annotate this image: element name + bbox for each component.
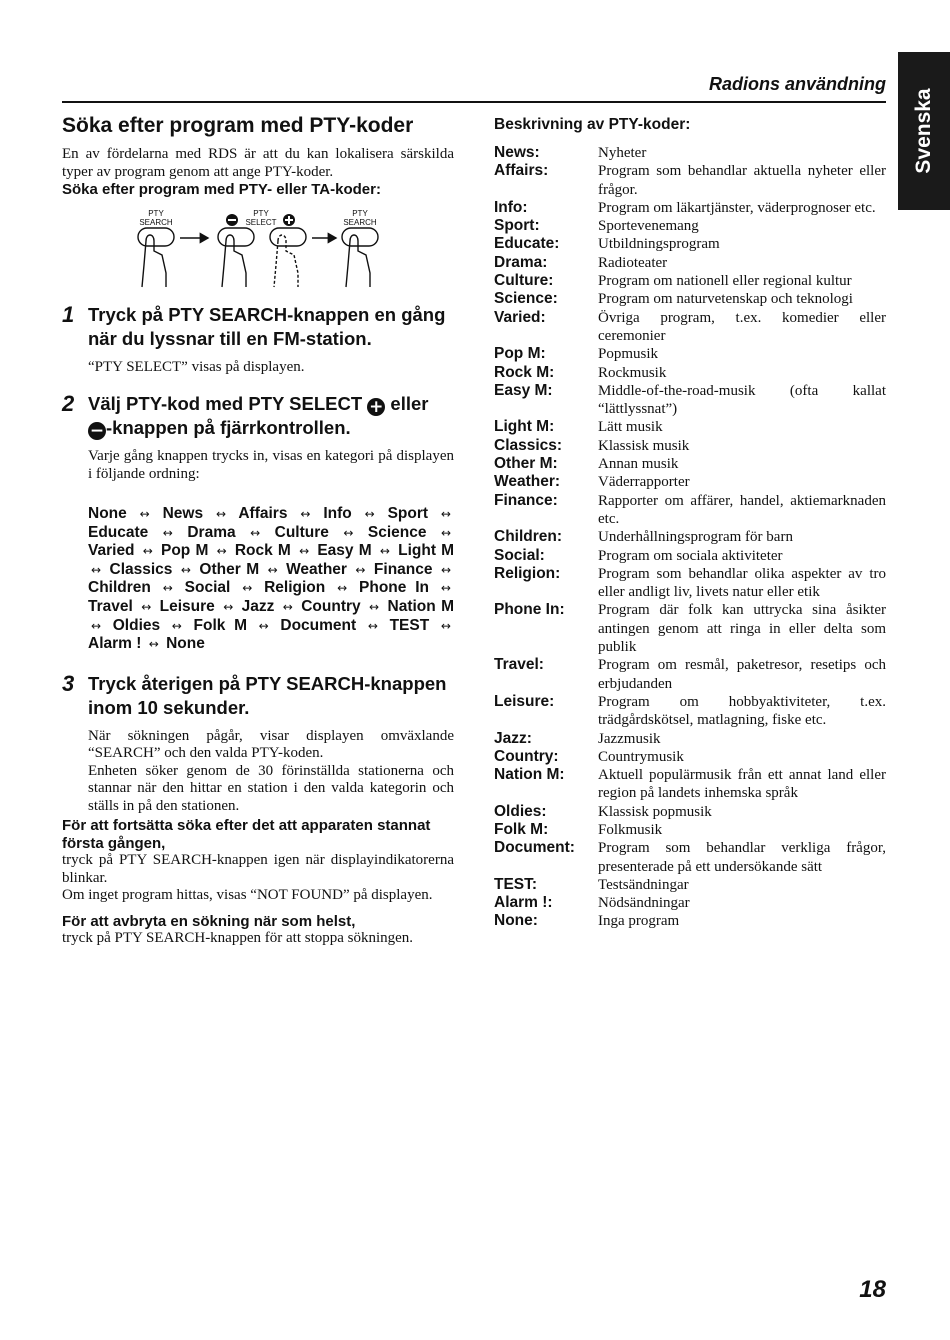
pty-code-name: News:: [494, 144, 540, 161]
pty-code-name: Varied:: [494, 308, 546, 326]
pty-code-row: [494, 364, 886, 382]
sequence-item: Rock M: [234, 542, 291, 560]
pty-code-description: Klassisk popmusik: [598, 803, 712, 820]
sequence-item: Drama: [187, 523, 236, 541]
pty-code-name: Finance:: [494, 491, 558, 509]
language-tab: [898, 52, 950, 210]
pty-code-description: Nyheter: [598, 145, 647, 161]
pty-code-description: Övriga program, t.ex. komedier eller ceremonier: [598, 309, 886, 344]
sequence-item: Travel: [88, 597, 133, 615]
pty-code-name: Religion:: [494, 564, 561, 582]
step-title-part: eller: [385, 393, 429, 414]
sequence-item: Jazz: [241, 597, 275, 615]
pty-code-description: Rockmusik: [598, 364, 667, 381]
page-title: Söka efter program med PTY-koder: [62, 114, 414, 137]
continue-heading: För att fortsätta söka efter det att apparaten stannat första gången,: [62, 817, 431, 852]
diagram-label-select: SELECT: [245, 217, 277, 227]
left-column: [62, 114, 454, 948]
left-right-arrow-icon: ↔: [258, 618, 269, 633]
sequence-item: Weather: [286, 560, 347, 578]
pty-code-row: [494, 693, 886, 730]
sequence-item: Alarm !: [88, 635, 142, 653]
left-right-arrow-icon: ↔: [300, 507, 311, 521]
intro-text: En av fördelarna med RDS är att du kan lokalisera särskilda typer av program genom att ange PTY-koder.: [62, 146, 454, 180]
step-body: När sökningen pågår, visar displayen omväxlande “SEARCH” och den valda PTY-koden.: [88, 727, 454, 762]
left-right-arrow-icon: ↔: [299, 544, 310, 559]
cancel-text: tryck på PTY SEARCH-knappen för att stoppa sökningen.: [62, 930, 414, 947]
pty-code-description: Middle-of-the-road-musik (ofta kallat “lättlyssnat”): [598, 382, 886, 418]
diagram-label-search-3: SEARCH: [343, 217, 377, 227]
left-right-arrow-icon: ↔: [171, 618, 182, 633]
step-title: Tryck återigen på PTY SEARCH-knappen inom 10 sekunder.: [88, 672, 447, 718]
sequence-item: Country: [301, 597, 361, 615]
pty-code-name: Science:: [494, 290, 558, 308]
left-right-arrow-icon: ↔: [369, 599, 380, 614]
language-label: Svenska: [912, 88, 935, 174]
pty-code-description: Program som behandlar aktuella nyheter eller frågor.: [598, 163, 886, 198]
pty-code-description: Program om sociala aktiviteter: [598, 547, 783, 564]
finger-press-icon: [346, 235, 370, 287]
sequence-item: Info: [323, 505, 352, 522]
pty-code-name: Children:: [494, 528, 563, 546]
minus-circle-icon: −: [89, 421, 105, 441]
sequence-item: Other M: [199, 560, 260, 578]
pty-code-row: [494, 309, 886, 346]
pty-code-name: Document:: [494, 839, 575, 857]
pty-code-name: Rock M:: [494, 363, 555, 381]
pty-code-row: [494, 162, 886, 199]
left-right-arrow-icon: ↔: [440, 618, 451, 633]
pty-code-row: [494, 144, 886, 162]
diagram-label-search-1: SEARCH: [139, 217, 173, 227]
left-right-arrow-icon: ↔: [242, 581, 253, 596]
pty-code-name: TEST:: [494, 875, 538, 893]
finger-press-icon: [274, 235, 298, 287]
pty-code-name: Light M:: [494, 418, 555, 436]
sequence-item: Folk M: [193, 616, 247, 634]
sequence-item: Pop M: [161, 542, 209, 560]
sequence-item: Children: [88, 579, 151, 597]
sequence-item: None: [88, 505, 127, 522]
left-right-arrow-icon: ↔: [91, 618, 102, 633]
left-right-arrow-icon: ↔: [379, 544, 390, 559]
pty-code-name: Easy M:: [494, 381, 553, 399]
left-right-arrow-icon: ↔: [148, 637, 159, 652]
step-title: [88, 392, 454, 440]
plus-circle-icon: [283, 214, 295, 226]
pty-code-row: [494, 803, 886, 821]
pty-code-description: Annan musik: [598, 456, 679, 473]
left-right-arrow-icon: ↔: [216, 544, 227, 559]
pty-code-name: Classics:: [494, 436, 563, 454]
sequence-item: Phone In: [359, 579, 430, 597]
continue-text: Om inget program hittas, visas “NOT FOUND” på displayen.: [62, 887, 433, 904]
pty-code-name: Jazz:: [494, 729, 532, 747]
pty-code-name: Folk M:: [494, 820, 549, 838]
sequence-item: None: [166, 635, 205, 653]
pty-code-description: Countrymusik: [598, 748, 684, 765]
pty-code-row: [494, 254, 886, 272]
pty-code-description: Program om naturvetenskap och teknologi: [598, 291, 853, 308]
pty-sequence: [88, 505, 454, 654]
left-right-arrow-icon: ↔: [441, 525, 452, 540]
left-right-arrow-icon: ↔: [282, 599, 293, 614]
pty-code-description: Program som behandlar verkliga frågor, presenterade på ett undersökande sätt: [598, 840, 886, 875]
header-divider: [62, 101, 886, 103]
pty-code-description: Aktuell populärmusik från ett annat land eller region på landets inhemska språk: [598, 767, 886, 802]
pty-code-row: [494, 473, 886, 491]
pty-code-name: Phone In:: [494, 601, 565, 619]
pty-code-row: [494, 418, 886, 436]
pty-code-row: [494, 748, 886, 766]
pty-code-description: Klassisk musik: [598, 437, 690, 454]
plus-circle-icon: +: [369, 397, 384, 417]
pty-code-row: [494, 290, 886, 308]
left-right-arrow-icon: ↔: [355, 562, 366, 577]
pty-code-name: Social:: [494, 546, 545, 564]
pty-code-row: [494, 272, 886, 290]
pty-code-row: [494, 656, 886, 693]
pty-code-description: Testsändningar: [598, 876, 689, 893]
pty-code-description: Program där folk kan uttrycka sina åsikter antingen genom att ringa in eller delta som publik: [598, 602, 886, 656]
step-2: [62, 392, 454, 483]
pty-code-name: Culture:: [494, 272, 554, 290]
step-title-part: Välj PTY-kod med PTY SELECT: [88, 393, 368, 414]
finger-press-icon: [142, 235, 166, 287]
sequence-item: Culture: [274, 523, 329, 541]
pty-code-name: Travel:: [494, 656, 544, 674]
left-right-arrow-icon: ↔: [267, 562, 278, 577]
step-body: Varje gång knappen trycks in, visas en kategori på displayen i följande ordning:: [88, 448, 454, 482]
left-right-arrow-icon: ↔: [440, 507, 451, 521]
pty-code-name: Nation M:: [494, 766, 565, 784]
pty-code-name: Other M:: [494, 455, 558, 473]
pty-code-name: None:: [494, 912, 538, 930]
pty-search-button: [138, 228, 174, 246]
diagram-label-pty-3: PTY: [352, 208, 368, 218]
pty-code-row: [494, 199, 886, 217]
step-title: Tryck på PTY SEARCH-knappen en gång när du lyssnar till en FM-station.: [88, 303, 446, 349]
pty-code-description: Program om läkartjänster, väderprognoser etc.: [598, 199, 876, 216]
pty-code-list: [494, 144, 886, 931]
pty-code-row: [494, 217, 886, 235]
diagram-label-pty-1: PTY: [148, 208, 164, 218]
sequence-item: Social: [184, 579, 231, 597]
sequence-item: Classics: [109, 560, 173, 578]
left-right-arrow-icon: ↔: [337, 581, 348, 596]
pty-code-row: [494, 730, 886, 748]
pty-code-description: Jazzmusik: [598, 730, 661, 747]
step-body: Enheten söker genom de 30 förinställda stationerna och stannar när den hittar en station i den valda kategorin och ställs in på den stationen.: [88, 762, 454, 814]
button-press-diagram: [62, 205, 454, 291]
pty-code-row: [494, 894, 886, 912]
left-right-arrow-icon: ↔: [142, 544, 153, 559]
pty-code-description: Popmusik: [598, 346, 659, 363]
pty-list-title: Beskrivning av PTY-koder:: [494, 116, 691, 133]
pty-code-description: Program som behandlar olika aspekter av tro eller andligt liv, livets natur eller etik: [598, 565, 886, 601]
left-right-arrow-icon: ↔: [91, 562, 102, 577]
pty-code-row: [494, 455, 886, 473]
pty-code-name: Country:: [494, 747, 559, 765]
finger-press-icon: [222, 235, 246, 287]
pty-code-description: Lätt musik: [598, 419, 663, 436]
pty-search-button: [342, 228, 378, 246]
pty-code-name: Leisure:: [494, 692, 555, 710]
step-number: 2: [62, 391, 75, 416]
left-right-arrow-icon: ↔: [141, 599, 152, 614]
sequence-item: Easy M: [317, 542, 372, 560]
left-right-arrow-icon: ↔: [162, 525, 173, 540]
pty-code-description: Sportevenemang: [598, 218, 699, 235]
pty-code-row: [494, 345, 886, 363]
right-column: [494, 116, 886, 931]
sequence-item: Affairs: [238, 505, 288, 522]
step-body: “PTY SELECT” visas på displayen.: [88, 358, 305, 375]
pty-code-row: [494, 912, 886, 930]
pty-code-description: Nödsändningar: [598, 895, 690, 912]
diagram-label-pty-2: PTY: [253, 208, 269, 218]
cancel-heading: För att avbryta en sökning när som helst,: [62, 912, 356, 930]
sequence-item: Leisure: [159, 597, 215, 615]
sequence-item: Sport: [387, 505, 429, 522]
pty-code-row: [494, 437, 886, 455]
pty-code-description: Rapporter om affärer, handel, aktiemarknaden etc.: [598, 492, 886, 527]
left-right-arrow-icon: ↔: [440, 581, 451, 596]
sequence-item: Nation M: [387, 597, 455, 615]
step-title-part: -knappen på fjärrkontrollen.: [106, 417, 351, 438]
pty-code-name: Educate:: [494, 235, 560, 253]
left-right-arrow-icon: ↔: [162, 581, 173, 596]
pty-code-description: Radioteater: [598, 254, 668, 271]
pty-code-row: [494, 528, 886, 546]
left-right-arrow-icon: ↔: [180, 562, 191, 577]
pty-code-row: [494, 821, 886, 839]
sequence-item: TEST: [389, 616, 430, 634]
sequence-item: Oldies: [112, 616, 161, 634]
left-right-arrow-icon: ↔: [215, 507, 227, 521]
pty-code-row: [494, 839, 886, 876]
left-right-arrow-icon: ↔: [139, 507, 150, 521]
sequence-item: Finance: [373, 560, 433, 578]
pty-code-name: Pop M:: [494, 345, 546, 363]
sequence-item: Light M: [398, 542, 455, 560]
pty-code-row: [494, 565, 886, 602]
pty-code-row: [494, 601, 886, 656]
pty-code-name: Affairs:: [494, 162, 549, 180]
subheading: Söka efter program med PTY- eller TA-koder:: [62, 181, 381, 198]
pty-code-description: Utbildningsprogram: [598, 236, 720, 253]
pty-code-name: Drama:: [494, 253, 548, 271]
sequence-item: Religion: [264, 579, 326, 597]
step-number: 3: [62, 670, 75, 696]
pty-code-row: [494, 766, 886, 803]
pty-code-description: Program om resmål, paketresor, resetips och erbjudanden: [598, 657, 886, 692]
page-number: 18: [859, 1276, 886, 1303]
left-right-arrow-icon: ↔: [223, 599, 234, 614]
pty-code-row: [494, 235, 886, 253]
left-right-arrow-icon: ↔: [250, 525, 261, 540]
pty-code-name: Sport:: [494, 217, 540, 235]
section-title: Radions användning: [708, 74, 886, 94]
step-3: [62, 672, 454, 816]
pty-code-name: Info:: [494, 198, 528, 216]
pty-code-row: [494, 492, 886, 529]
pty-code-description: Inga program: [598, 913, 680, 930]
left-right-arrow-icon: ↔: [364, 507, 375, 521]
pty-code-row: [494, 547, 886, 565]
pty-code-description: Program om nationell eller regional kultur: [598, 273, 852, 290]
pty-code-row: [494, 382, 886, 419]
pty-code-name: Alarm !:: [494, 894, 553, 912]
pty-code-description: Väderrapporter: [598, 474, 690, 491]
continue-text: tryck på PTY SEARCH-knappen igen när displayindikatorerna blinkar.: [62, 852, 454, 886]
pty-code-description: Underhållningsprogram för barn: [598, 529, 793, 546]
pty-select-plus-button: [270, 228, 306, 246]
sequence-item: Science: [367, 523, 427, 541]
pty-code-row: [494, 876, 886, 894]
pty-code-description: Folkmusik: [598, 821, 663, 838]
minus-circle-icon: [226, 214, 238, 226]
pty-code-name: Oldies:: [494, 802, 547, 820]
pty-select-minus-button: [218, 228, 254, 246]
pty-code-name: Weather:: [494, 473, 561, 491]
step-number: 1: [62, 301, 75, 327]
sequence-item: News: [162, 505, 204, 522]
left-right-arrow-icon: ↔: [440, 562, 452, 577]
step-1: [62, 303, 454, 377]
pty-code-description: Program om hobbyaktiviteter, t.ex. trädgårdskötsel, matlagning, fiske etc.: [598, 693, 886, 729]
sequence-item: Document: [280, 616, 357, 634]
left-right-arrow-icon: ↔: [343, 525, 354, 540]
left-right-arrow-icon: ↔: [367, 618, 378, 633]
sequence-item: Educate: [88, 523, 149, 541]
sequence-item: Varied: [88, 542, 135, 560]
